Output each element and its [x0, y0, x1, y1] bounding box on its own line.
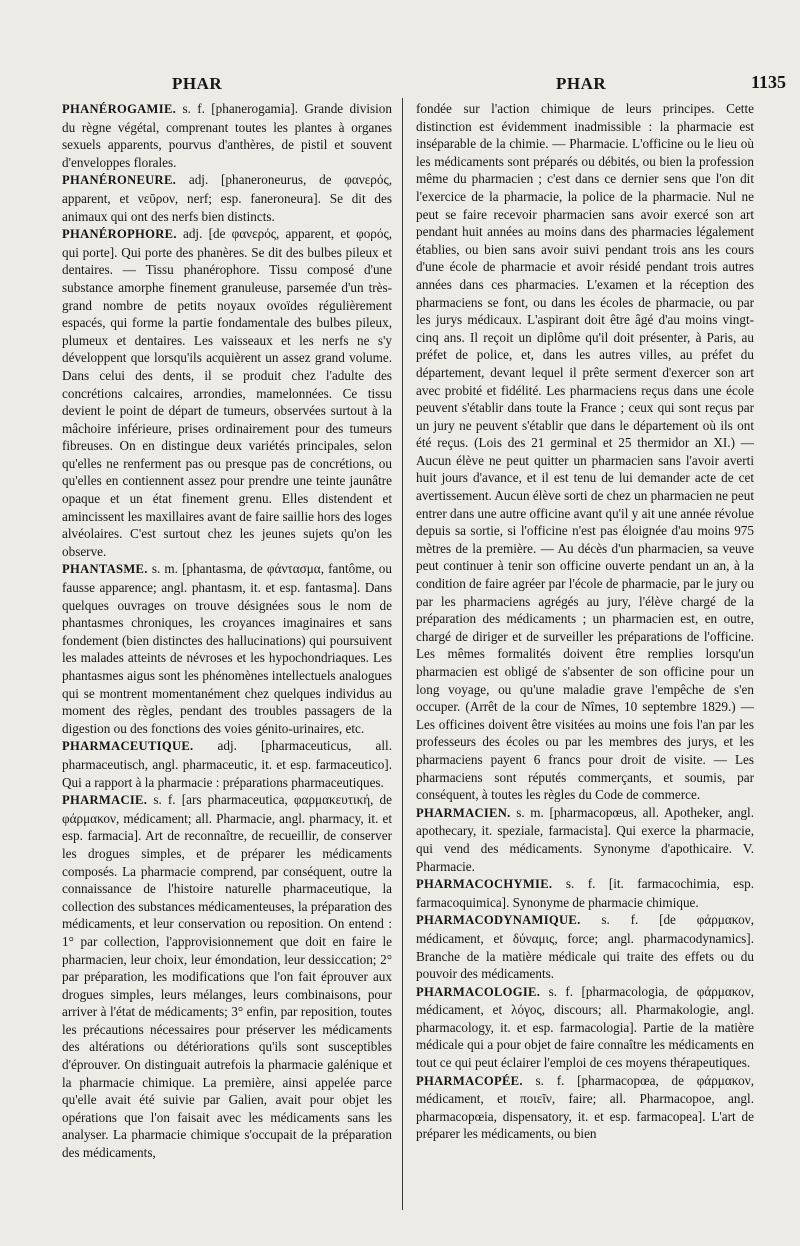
dictionary-entry: [416, 1072, 754, 1143]
entry-headword: PHANÉRONEURE.: [62, 173, 177, 188]
entry-definition: s. f. [pharmacopœa, de φάρμακον, médicament, et ποιεῖν, faire; all. Pharmacopoe, angl. pharmacopœia, dispensatory, it. et esp. farmacopea]. L'art de préparer les médicaments, ou bien: [416, 1072, 754, 1142]
dictionary-entry: [62, 560, 392, 737]
dictionary-entry: [416, 875, 754, 911]
dictionary-entry: [416, 911, 754, 982]
dictionary-entry: [416, 804, 754, 875]
dictionary-entry: [62, 171, 392, 225]
entry-headword: PHARMACEUTIQUE.: [62, 739, 194, 754]
entry-definition: s. f. [phanerogamia]. Grande division du règne végétal, comprenant toutes les plantes à organes sexuels apparents, pourvus d'anthères, de pistil et souvent d'enveloppes florales.: [62, 101, 392, 170]
dictionary-entry: [62, 100, 392, 171]
entry-headword: PHANTASME.: [62, 562, 148, 577]
entry-headword: PHARMACODYNAMIQUE.: [416, 913, 581, 928]
entry-definition: adj. [pharmaceuticus, all. pharmaceutisch, angl. pharmaceutic, it. et esp. farmaceutico]. Qui a rapport à la pharmacie : préparations pharmaceutiques.: [62, 738, 392, 790]
entry-headword: PHARMACIE.: [62, 793, 148, 808]
entry-headword: PHANÉROPHORE.: [62, 227, 177, 242]
entry-headword: PHARMACOCHYMIE.: [416, 877, 553, 892]
entry-definition: s. f. [de φάρμακον, médicament, et δύναμις, force; angl. pharmacodynamics]. Branche de la matière médicale qui traite des effets ou du pouvoir des médicaments.: [416, 912, 754, 982]
entry-definition: s. m. [phantasma, de φάντασμα, fantôme, ou fausse apparence; angl. phantasm, it. et esp. fantasma]. Dans quelques ouvrages on trouve désignées sous le nom de phantasmes chroniques, les croyances imaginaires et sans fondement (bien distinctes des hallucinations) qui poursuivent les malades atteints de névroses et les hypochondriaques. Les phantasmes aigus sont les phénomènes intellectuels analogues qui se montrent momentanément chez quelques individus au moment des règles, pendant des troubles passagers de la digestion ou des fonctions des voies génito-urinaires, etc.: [62, 561, 392, 736]
column-divider: [402, 98, 403, 1210]
running-head-left: PHAR: [172, 74, 223, 93]
entry-definition: adj. [de φανερός, apparent, et φορός, qui porte]. Qui porte des phanères. Se dit des bulbes pileux et dentaires. — Tissu phanérophore. Tissu composé d'une substance amorphe finement granuleuse, parsemée d'un très-grand nombre de petits noyaux ovoïdes régulièrement espacés, qui forme la partie fondamentale des bulbes pileux, plumeux et dentaires. Les vaisseaux et les nerfs ne s'y développent que lorsqu'ils acquièrent un assez grand volume. Dans celui des dents, il se produit chez l'adulte des concrétions calcaires, arrondies, mamelonnées. Ce tissu devient le point de départ de tumeurs, observées surtout à la mâchoire inférieure, prises ordinairement pour des tumeurs fibreuses. On en distingue deux variétés principales, selon qu'elles ne renferment pas ou presque pas de concrétions, ou qu'elles en contiennent assez pour prendre une teinte jaunâtre opaque et un état finement grenu. Elles distendent et amincissent les maxillaires avant de faire saillie hors des loges alvéolaires. C'est surtout chez les jeunes sujets qu'on les observe.: [62, 226, 392, 559]
dictionary-entry: [62, 737, 392, 791]
entry-definition: s. f. [ars pharmaceutica, φαρμακευτική, de φάρμακον, médicament; all. Pharmacie, angl. pharmacy, it. et esp. farmacia]. Art de reconnaître, de recueillir, de conserver les drogues simples, et de préparer les médicaments composés. La pharmacie comprend, par conséquent, outre la connaissance de l'histoire naturelle pharmaceutique, la collection des substances médicamenteuses, la préparation des médicaments, et leur conservation ou reposition. On entend : 1° par collection, l'approvisionnement que doit en faire le pharmacien, leur choix, leur émondation, leur dessiccation; 2° par préparation, les modifications que l'on fait éprouver aux drogues simples, leurs mélanges, leurs combinaisons, pour arriver à l'état de médicaments; 3° enfin, par reposition, toutes les précautions nécessaires pour préserver les médicaments des altérations ou détériorations qu'ils sont susceptibles d'éprouver. On distinguait autrefois la pharmacie galénique et la pharmacie chimique. La première, ainsi appelée parce qu'elle avait été suivie par Galien, avait pour objet les opérations que l'on faisait avec les médicaments sans les analyser. La pharmacie chimique s'occupait de la préparation des médicaments,: [62, 792, 392, 1161]
right-column: [416, 100, 754, 1240]
entry-headword: PHARMACOLOGIE.: [416, 984, 541, 999]
running-head-right: PHAR: [556, 74, 607, 93]
entry-headword: PHARMACIEN.: [416, 805, 511, 820]
left-column: [62, 100, 392, 1240]
dictionary-entry: [62, 225, 392, 560]
dictionary-entry: [416, 100, 754, 804]
entry-definition: s. f. [pharmacologia, de φάρμακον, médicament, et λόγος, discours; all. Pharmakologie, angl. pharmacology, it. et esp. farmacologia]. Partie de la matière médicale qui a pour objet de faire connaître les médicaments en tout ce qui peut éclairer l'emploi de ces moyens thérapeutiques.: [416, 983, 754, 1071]
entry-definition: adj. [phaneroneurus, de φανερός, apparent, et νεῦρον, nerf; esp. faneroneura]. Se dit des animaux qui ont des nerfs bien distincts.: [62, 172, 392, 224]
dictionary-entry: [416, 983, 754, 1072]
entry-definition: s. m. [pharmacopœus, all. Apotheker, angl. apothecary, it. speziale, farmacista]. Qui exerce la pharmacie, qui vend des médicaments. Synonyme d'apothicaire. V. Pharmacie.: [416, 804, 754, 874]
entry-headword: PHANÉROGAMIE.: [62, 102, 177, 116]
page-number: 1135: [750, 72, 786, 92]
entry-definition: fondée sur l'action chimique de leurs principes. Cette distinction est évidemment inadmissible : la pharmacie est inséparable de la chimie. — Pharmacie. L'officine ou le lieu où les médicaments sont préparés ou débités, ou bien la profession même du pharmacien ; c'est dans ce dernier sens que l'on dit l'exercice de la pharmacie, la police de la pharmacie. Nul ne peut se faire recevoir pharmacien sans avoir exercé son art pendant huit années au moins dans des pharmacies légalement établies, ou bien sans avoir suivi pendant trois ans les cours d'une école de pharmacie et avoir résidé pendant trois autres années dans ces pharmacies. L'examen et la réception des pharmaciens se font, ou dans les écoles de pharmacie, ou par les jurys médicaux. L'aspirant doit être âgé d'au moins vingt-cinq ans. Il reçoit un diplôme qu'il doit présenter, à Paris, au préfet de police, et, dans les autres villes, au préfet du département, devant lequel il prête serment d'exercer son art avec probité et fidélité. Les pharmaciens reçus dans une école peuvent s'établir dans toute la France ; ceux qui sont reçus par un jury ne peuvent s'établir que dans le département où ils ont été reçus. (Lois des 21 germinal et 25 thermidor an XI.) — Aucun élève ne peut quitter un pharmacien sans l'avoir averti huit jours d'avance, et il est tenu de lui demander acte de cet avertissement. Aucun élève sorti de chez un pharmacien ne peut entrer dans une autre officine avant qu'il y ait une année révolue depuis sa sortie, si l'officine n'est pas éloignée d'au moins 975 mètres de la première. — Au décès d'un pharmacien, sa veuve peut continuer à tenir son officine ouverte pendant un an, à la condition de faire agréer par l'école de pharmacie, par le jury ou par les pharmaciens agrégés au jury, l'élève chargé de la préparation des médicaments ; un pharmacien est, en outre, chargé de diriger et de surveiller les préparations de l'officine. Les mêmes formalités doivent être remplies lorsqu'un pharmacien est obligé de s'absenter de son officine pour un long voyage, ou qu'une maladie grave l'empêche de s'en occuper. (Arrêt de la cour de Nîmes, 10 septembre 1829.) — Les officines doivent être visitées au moins une fois l'an par les professeurs des écoles ou par les membres des jurys, et les pharmaciens payent 6 francs pour droit de visite. — Les pharmaciens sont réputés commerçants, et soumis, par conséquent, à toutes les règles du Code de commerce.: [416, 101, 754, 803]
entry-headword: PHARMACOPÉE.: [416, 1073, 523, 1088]
dictionary-entry: [62, 791, 392, 1161]
entry-definition: s. f. [it. farmacochimia, esp. farmacoquimica]. Synonyme de pharmacie chimique.: [416, 876, 754, 910]
